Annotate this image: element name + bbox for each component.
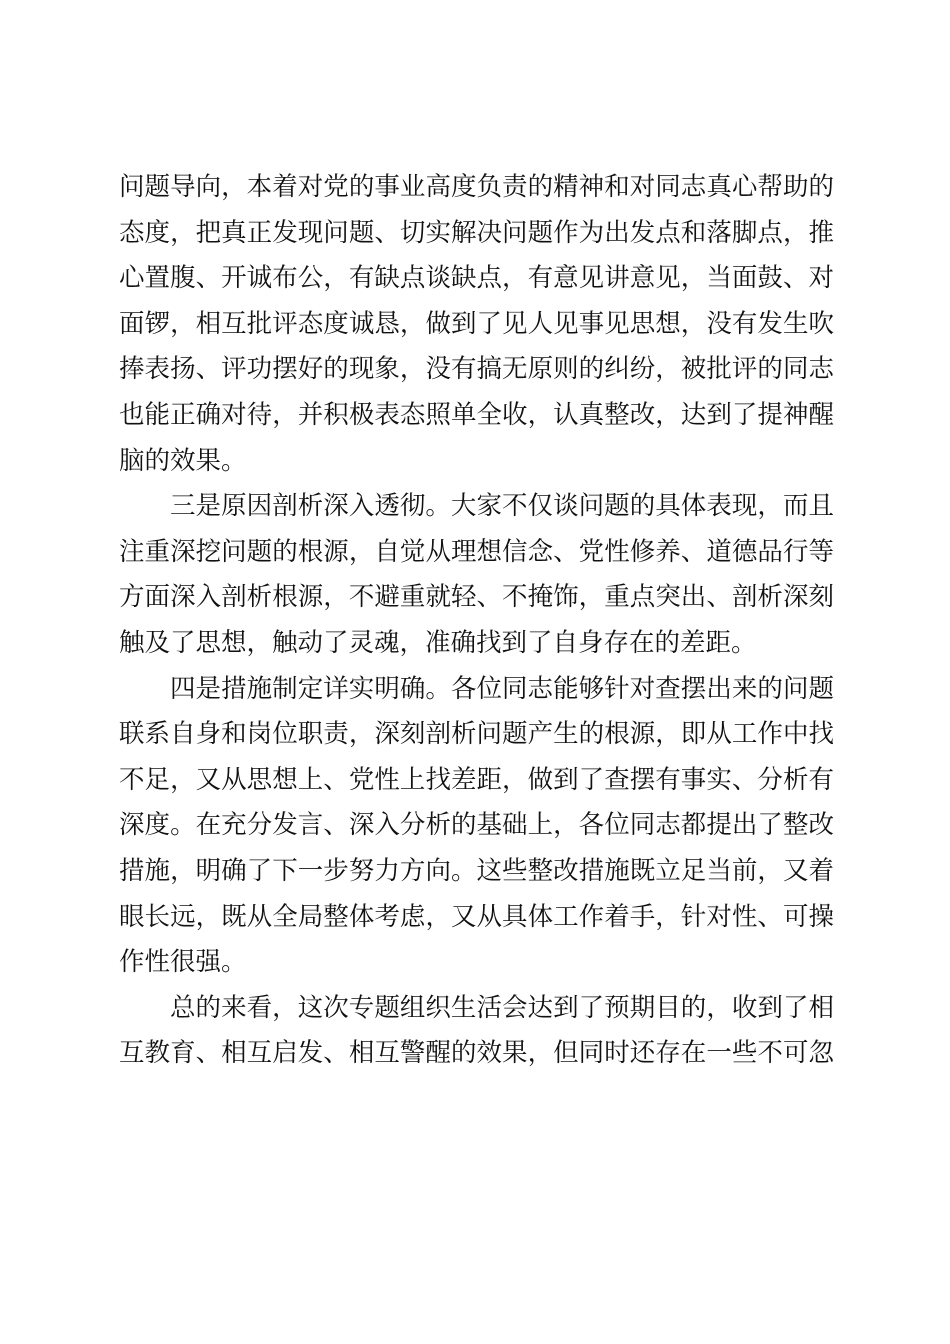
paragraph-continuation — [119, 165, 834, 484]
text-line: 注重深挖问题的根源，自觉从理想信念、党性修养、道德品行等 — [119, 536, 834, 567]
text-line: 四是措施制定详实明确。各位同志能够针对查摆出来的问题 — [170, 673, 834, 704]
paragraph-summary — [119, 986, 834, 1077]
text-line: 措施，明确了下一步努力方向。这些整改措施既立足当前，又着 — [119, 855, 834, 886]
text-line: 心置腹、开诚布公，有缺点谈缺点，有意见讲意见，当面鼓、对 — [119, 263, 834, 294]
text-line: 态度，把真正发现问题、切实解决问题作为出发点和落脚点，推 — [119, 217, 834, 248]
paragraph-point-four — [119, 667, 834, 986]
document-body — [119, 165, 834, 1077]
text-line: 作性很强。 — [119, 947, 247, 978]
text-line: 也能正确对待，并积极表态照单全收，认真整改，达到了提神醒 — [119, 399, 834, 430]
text-line: 捧表扬、评功摆好的现象，没有搞无原则的纠纷，被批评的同志 — [119, 354, 834, 385]
text-line: 互教育、相互启发、相互警醒的效果，但同时还存在一些不可忽 — [119, 1038, 834, 1069]
text-line: 问题导向，本着对党的事业高度负责的精神和对同志真心帮助的 — [119, 172, 834, 202]
text-line: 眼长远，既从全局整体考虑，又从具体工作着手，针对性、可操 — [119, 901, 834, 932]
text-line: 三是原因剖析深入透彻。大家不仅谈问题的具体表现，而且 — [170, 491, 834, 522]
text-line: 触及了思想，触动了灵魂，准确找到了自身存在的差距。 — [119, 627, 757, 658]
paragraph-point-three — [119, 484, 834, 666]
text-line: 方面深入剖析根源，不避重就轻、不掩饰，重点突出、剖析深刻 — [119, 582, 834, 613]
text-line: 深度。在充分发言、深入分析的基础上，各位同志都提出了整改 — [119, 810, 834, 841]
text-line: 脑的效果。 — [119, 445, 247, 476]
text-line: 总的来看，这次专题组织生活会达到了预期目的，收到了相 — [170, 992, 834, 1023]
text-line: 联系自身和岗位职责，深刻剖析问题产生的根源，即从工作中找 — [119, 719, 834, 750]
text-line: 不足，又从思想上、党性上找差距，做到了查摆有事实、分析有 — [119, 764, 834, 795]
text-line: 面锣，相互批评态度诚恳，做到了见人见事见思想，没有发生吹 — [119, 308, 834, 339]
